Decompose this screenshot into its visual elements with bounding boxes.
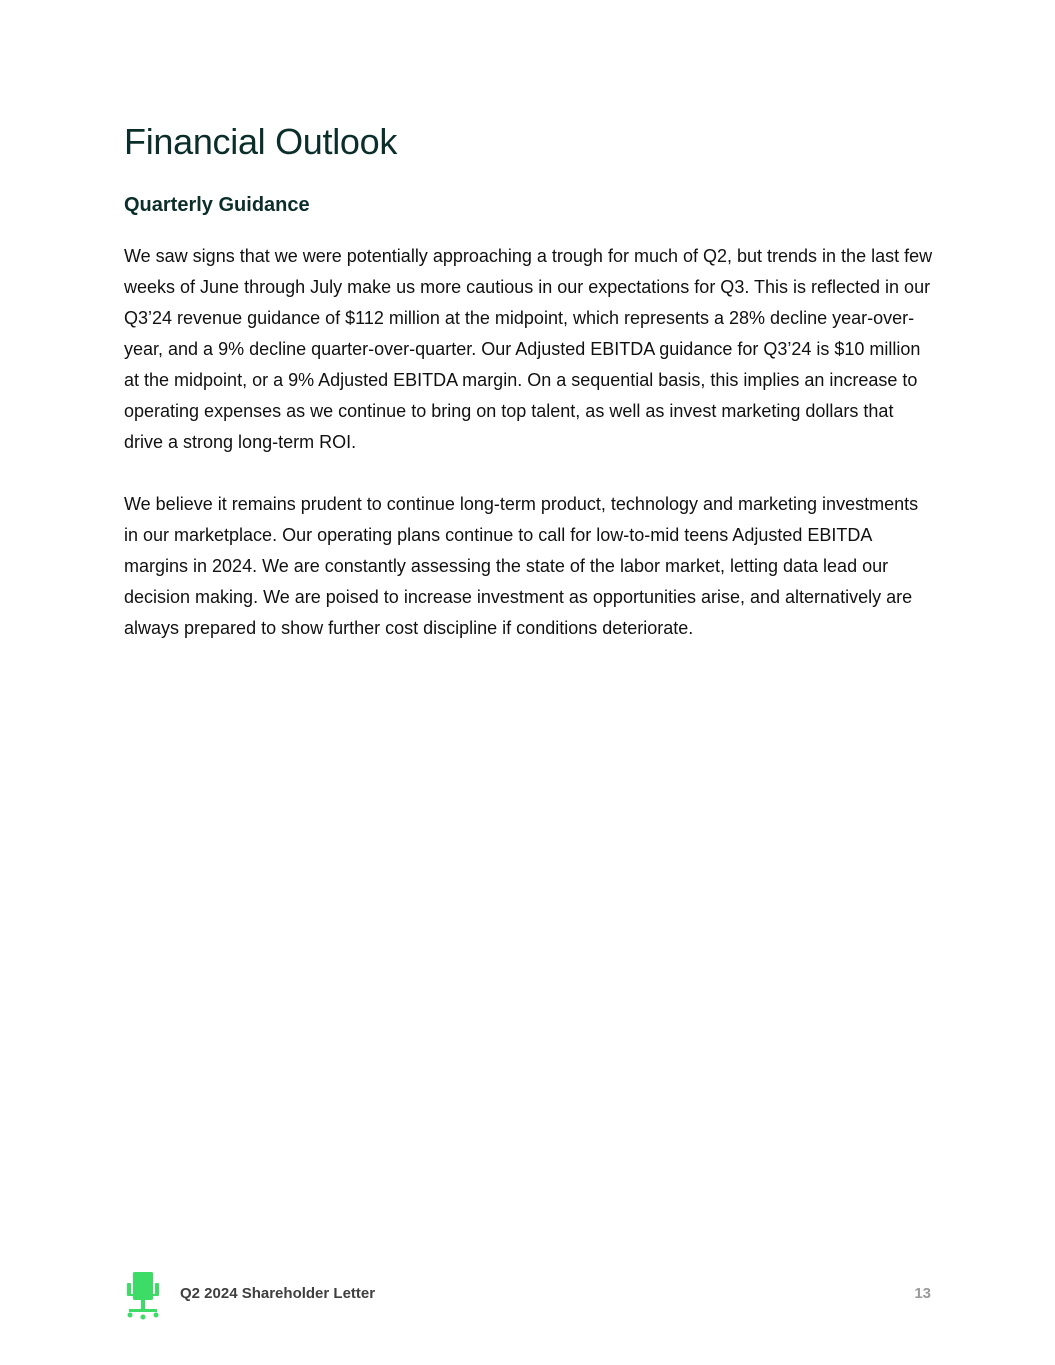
section-heading: Quarterly Guidance xyxy=(124,194,310,216)
body-paragraph: We believe it remains prudent to continue long-term product, technology and marketing investments in our marketplace. Our operating plans continue to call for low-to-mid teens Adjusted EBITDA margins in 2024. We are constantly assessing the state of the labor market, letting data lead our decision making. We are poised to increase investment as opportunities arise, and alternatively are always prepared to show further cost discipline if conditions deteriorate. xyxy=(124,494,919,638)
office-chair-icon xyxy=(126,1271,160,1321)
page-title: Financial Outlook xyxy=(124,121,398,162)
body-paragraph: We saw signs that we were potentially approaching a trough for much of Q2, but trends in the last few weeks of June through July make us more cautious in our expectations for Q3. This is reflected in our Q3’24 revenue guidance of $112 million at the midpoint, which represents a 28% decline year-over-year, and a 9% decline quarter-over-quarter. Our Adjusted EBITDA guidance for Q3’24 is $10 million at the midpoint, or a 9% Adjusted EBITDA margin. On a sequential basis, this implies an increase to operating expenses as we continue to bring on top talent, as well as invest marketing dollars that drive a strong long-term ROI. xyxy=(124,246,933,452)
footer-document-title: Q2 2024 Shareholder Letter xyxy=(180,1285,376,1302)
page-number: 13 xyxy=(914,1285,931,1302)
